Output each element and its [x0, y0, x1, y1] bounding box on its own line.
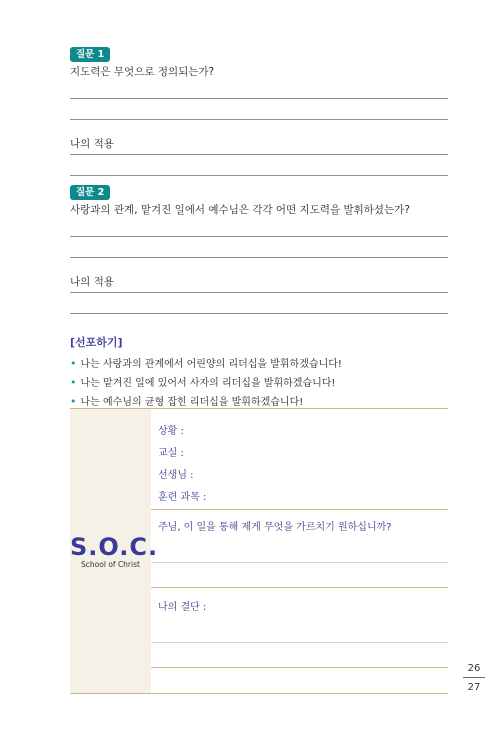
- teaching-question: 주님, 이 일을 통해 제게 무엇을 가르치기 원하십니까?: [158, 522, 392, 533]
- section-divider: [151, 667, 448, 668]
- declaration-title: [선포하기]: [70, 336, 123, 349]
- soc-worksheet: [70, 408, 448, 694]
- soc-sidebar: [70, 409, 159, 693]
- application-line: [70, 313, 448, 314]
- declaration-item: • 나는 맡겨진 일에 있어서 사자의 리더십을 발휘하겠습니다!: [70, 376, 336, 389]
- section-divider: [151, 587, 448, 588]
- answer-line: [70, 257, 448, 258]
- answer-line: [70, 236, 448, 237]
- application-label-1: 나의 적용: [70, 138, 114, 150]
- question-1-badge: 질문 1: [70, 47, 110, 62]
- answer-line: [151, 642, 448, 643]
- section-divider: [151, 509, 448, 510]
- question-2-text: 사랑과의 관계, 맡겨진 일에서 예수님은 각각 어떤 지도력을 발휘하셨는가?: [70, 204, 410, 216]
- classroom-field[interactable]: 교실 :: [158, 448, 184, 459]
- situation-field[interactable]: 상황 :: [158, 426, 184, 437]
- answer-line: [151, 562, 448, 563]
- soc-title: S.O.C.: [70, 533, 159, 561]
- page-number-left: 26: [467, 663, 481, 674]
- question-2-badge: 질문 2: [70, 185, 110, 200]
- course-field[interactable]: 훈련 과목 :: [158, 492, 207, 503]
- bullet-icon: •: [70, 395, 77, 408]
- soc-subtitle: School of Christ: [81, 560, 140, 569]
- declaration-item: • 나는 사랑과의 관계에서 어린양의 리더십을 발휘하겠습니다!: [70, 357, 342, 370]
- bullet-icon: •: [70, 357, 77, 370]
- application-line: [70, 292, 448, 293]
- application-line: [70, 154, 448, 155]
- answer-line: [70, 119, 448, 120]
- teacher-field[interactable]: 선생님 :: [158, 470, 194, 481]
- answer-line: [70, 98, 448, 99]
- declaration-item: • 나는 예수님의 균형 잡힌 리더십을 발휘하겠습니다!: [70, 395, 304, 408]
- question-1-text: 지도력은 무엇으로 정의되는가?: [70, 66, 215, 78]
- bullet-icon: •: [70, 376, 77, 389]
- page-number-right: 27: [467, 682, 481, 693]
- application-label-2: 나의 적용: [70, 276, 114, 288]
- application-line: [70, 175, 448, 176]
- declaration-list: [70, 354, 342, 411]
- page-number-divider: [463, 677, 485, 678]
- decision-field[interactable]: 나의 결단 :: [158, 602, 207, 613]
